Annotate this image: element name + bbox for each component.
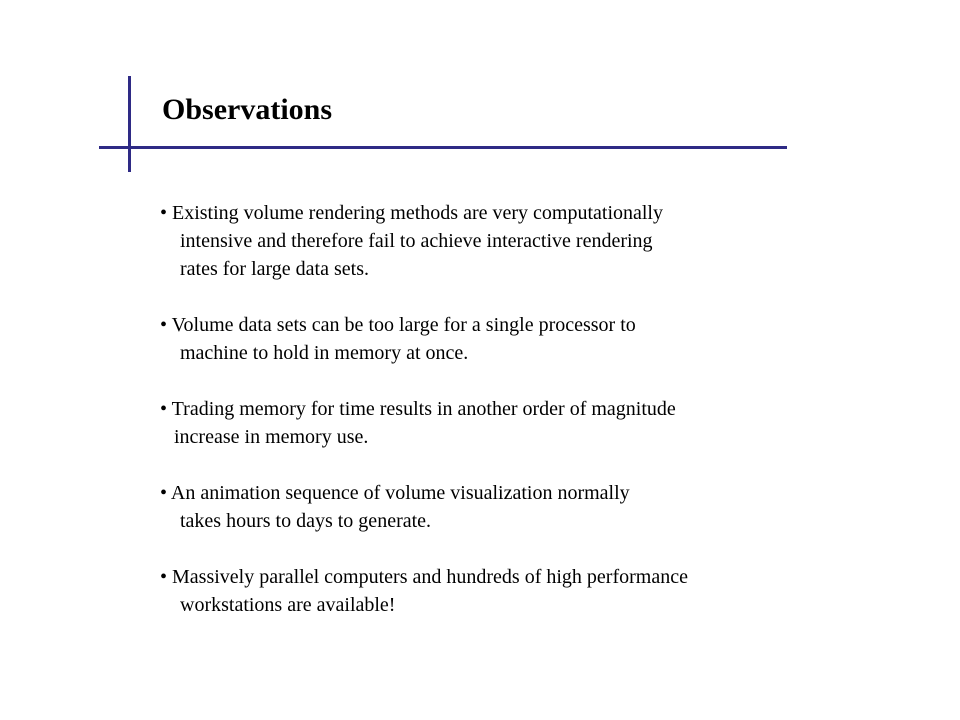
bullet-item xyxy=(160,311,860,367)
bullet-line: rates for large data sets. xyxy=(180,258,369,280)
bullet-list xyxy=(160,199,860,647)
slide-title: Observations xyxy=(162,93,333,126)
title-vertical-rule xyxy=(128,76,131,172)
bullet-line: takes hours to days to generate. xyxy=(180,510,432,532)
bullet-line: intensive and therefore fail to achieve interactive rendering xyxy=(180,230,653,252)
bullet-line: • Trading memory for time results in another order of magnitude xyxy=(160,398,676,420)
bullet-item xyxy=(160,395,860,451)
bullet-line: • Existing volume rendering methods are very computationally xyxy=(160,202,663,224)
bullet-line: • Volume data sets can be too large for a single processor to xyxy=(160,314,636,336)
bullet-line: • An animation sequence of volume visualization normally xyxy=(160,482,630,504)
bullet-line: increase in memory use. xyxy=(174,426,369,448)
title-horizontal-rule xyxy=(99,146,787,149)
bullet-line: workstations are available! xyxy=(180,594,396,616)
bullet-line: machine to hold in memory at once. xyxy=(180,342,469,364)
bullet-item xyxy=(160,563,860,619)
bullet-item xyxy=(160,199,860,283)
bullet-item xyxy=(160,479,860,535)
bullet-line: • Massively parallel computers and hundreds of high performance xyxy=(160,566,688,588)
